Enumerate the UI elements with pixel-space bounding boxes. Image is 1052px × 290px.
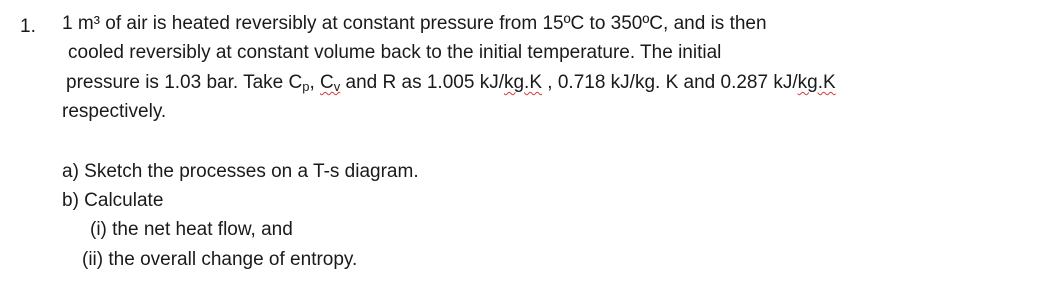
- unit-kgk-1: kg.K: [503, 72, 543, 93]
- line3-text-d: , 0.718 kJ/kg. K and 0.287 kJ/: [542, 72, 798, 93]
- question-line-3: [66, 68, 836, 98]
- part-b-ii: (ii) the overall change of entropy.: [82, 249, 358, 270]
- question-line-2: cooled reversibly at constant volume back to the initial temperature. The initial: [68, 42, 722, 63]
- unit-kgk-2: kg.K: [797, 72, 836, 93]
- question-line-1: 1 m³ of air is heated reversibly at constant pressure from 15ºC to 350ºC, and is then: [62, 13, 767, 34]
- line3-text-c: and R as 1.005 kJ/: [340, 72, 504, 93]
- question-number: 1.: [20, 16, 36, 37]
- cv-letter: C: [320, 72, 334, 93]
- question-line-4: respectively.: [62, 101, 167, 122]
- line3-text-a: pressure is 1.03 bar. Take C: [66, 72, 303, 93]
- line3-text-b: ,: [309, 72, 321, 93]
- part-a: a) Sketch the processes on a T-s diagram.: [62, 161, 419, 182]
- cp-subscript: p: [302, 79, 310, 94]
- part-b: b) Calculate: [62, 190, 164, 211]
- cv-symbol: [320, 72, 340, 93]
- cv-subscript: v: [333, 79, 341, 94]
- part-b-i: (i) the net heat flow, and: [90, 219, 293, 240]
